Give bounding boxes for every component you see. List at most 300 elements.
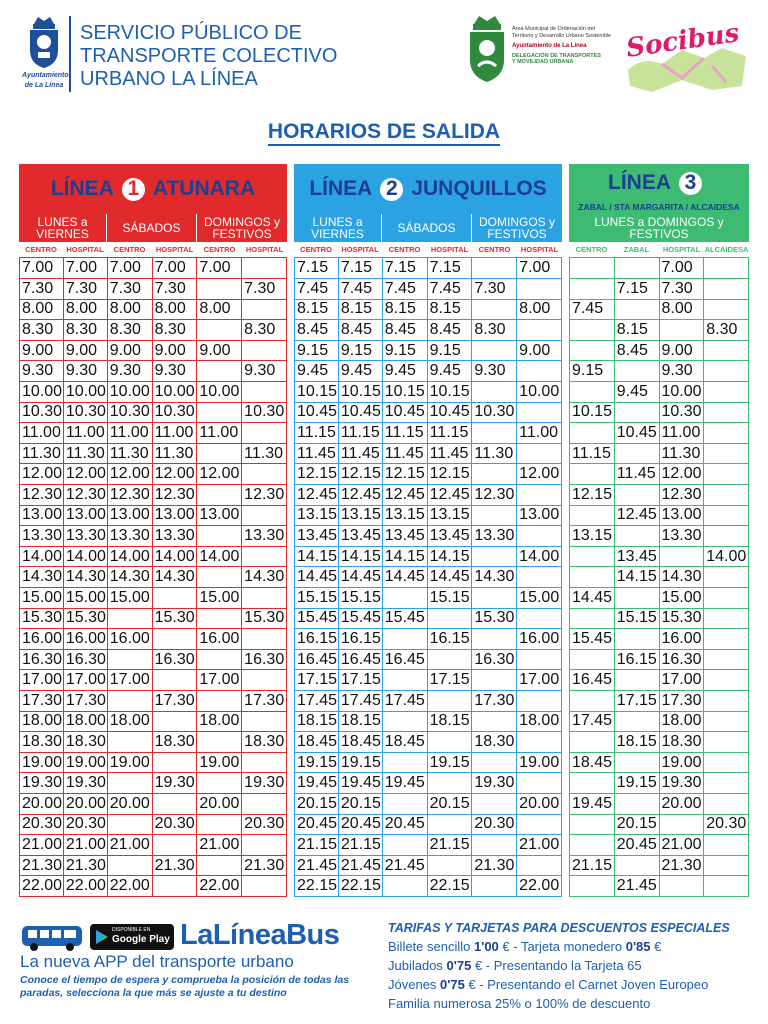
time-cell: 9.00 — [20, 340, 64, 361]
time-cell: 18.00 — [107, 711, 152, 732]
table-row — [20, 732, 287, 753]
table-row — [570, 526, 749, 547]
table-row — [570, 752, 749, 773]
table-row — [570, 464, 749, 485]
time-cell: 10.15 — [427, 382, 472, 403]
stop-header — [19, 242, 287, 258]
time-cell: 9.00 — [63, 340, 107, 361]
time-cell: 10.00 — [152, 382, 197, 403]
time-cell — [242, 299, 287, 320]
timetable — [294, 258, 562, 897]
time-cell — [197, 690, 242, 711]
table-row — [295, 443, 562, 464]
time-cell: 20.30 — [152, 814, 197, 835]
time-cell: 9.30 — [20, 361, 64, 382]
time-cell: 12.15 — [382, 464, 427, 485]
time-cell — [614, 402, 659, 423]
time-cell: 12.30 — [472, 485, 517, 506]
time-cell: 16.00 — [63, 629, 107, 650]
time-cell: 14.00 — [704, 546, 749, 567]
table-row — [20, 443, 287, 464]
service-title — [80, 22, 337, 91]
time-cell: 9.00 — [152, 340, 197, 361]
time-cell: 15.30 — [242, 608, 287, 629]
table-row — [295, 588, 562, 609]
time-cell: 8.15 — [338, 299, 382, 320]
time-cell — [704, 402, 749, 423]
time-cell — [704, 299, 749, 320]
time-cell: 19.00 — [517, 752, 562, 773]
time-cell: 7.15 — [295, 258, 339, 279]
divider — [69, 16, 71, 92]
time-cell: 11.00 — [107, 423, 152, 444]
table-row — [295, 361, 562, 382]
time-cell: 10.45 — [382, 402, 427, 423]
time-cell — [570, 690, 615, 711]
time-cell: 21.45 — [295, 855, 339, 876]
table-row — [20, 464, 287, 485]
time-cell: 14.30 — [107, 567, 152, 588]
table-row — [295, 690, 562, 711]
time-cell: 20.45 — [295, 814, 339, 835]
time-cell: 18.30 — [63, 732, 107, 753]
time-cell: 17.00 — [659, 670, 704, 691]
time-cell: 16.30 — [242, 649, 287, 670]
time-cell: 12.30 — [63, 485, 107, 506]
table-row — [20, 690, 287, 711]
time-cell: 15.45 — [382, 608, 427, 629]
time-cell: 21.00 — [517, 835, 562, 856]
time-cell: 22.00 — [20, 876, 64, 897]
time-cell: 22.00 — [197, 876, 242, 897]
time-cell: 8.15 — [295, 299, 339, 320]
time-cell: 19.00 — [20, 752, 64, 773]
time-cell: 8.30 — [152, 320, 197, 341]
line-word: LÍNEA — [50, 177, 114, 200]
time-cell: 10.30 — [242, 402, 287, 423]
day-group: SÁBADOS — [382, 214, 472, 242]
table-row — [295, 814, 562, 835]
time-cell: 12.45 — [338, 485, 382, 506]
time-cell — [704, 732, 749, 753]
time-cell — [197, 526, 242, 547]
time-cell — [242, 835, 287, 856]
time-cell — [517, 649, 562, 670]
time-cell: 10.30 — [63, 402, 107, 423]
table-row — [570, 835, 749, 856]
stop-label: CENTRO — [575, 245, 608, 254]
time-cell: 17.30 — [659, 690, 704, 711]
time-cell — [382, 629, 427, 650]
time-cell: 11.30 — [107, 443, 152, 464]
table-row — [295, 485, 562, 506]
time-cell: 8.30 — [704, 320, 749, 341]
time-cell: 8.00 — [152, 299, 197, 320]
time-cell: 11.30 — [242, 443, 287, 464]
time-cell — [517, 402, 562, 423]
table-row — [20, 752, 287, 773]
time-cell: 18.45 — [570, 752, 615, 773]
time-cell — [704, 588, 749, 609]
time-cell — [570, 814, 615, 835]
table-row — [295, 258, 562, 279]
time-cell — [704, 773, 749, 794]
time-cell: 14.45 — [427, 567, 472, 588]
table-row — [570, 402, 749, 423]
time-cell — [382, 711, 427, 732]
table-row — [20, 835, 287, 856]
time-cell: 21.15 — [570, 855, 615, 876]
city-crest-logo — [22, 14, 69, 90]
time-cell — [704, 526, 749, 547]
table-row — [295, 567, 562, 588]
time-cell: 12.00 — [659, 464, 704, 485]
time-cell: 11.00 — [659, 423, 704, 444]
table-row — [295, 876, 562, 897]
table-row — [295, 732, 562, 753]
stop-label: CENTRO — [25, 245, 57, 254]
time-cell: 14.00 — [517, 546, 562, 567]
time-cell — [570, 773, 615, 794]
time-cell: 12.00 — [517, 464, 562, 485]
time-cell: 13.45 — [295, 526, 339, 547]
time-cell: 13.00 — [63, 505, 107, 526]
time-cell — [107, 649, 152, 670]
table-row — [20, 773, 287, 794]
day-groups — [19, 214, 287, 242]
time-cell: 9.00 — [197, 340, 242, 361]
time-cell: 19.15 — [295, 752, 339, 773]
store-small-label: DISPONIBLE EN — [112, 927, 151, 933]
table-row — [20, 814, 287, 835]
time-cell — [472, 546, 517, 567]
table-row — [20, 546, 287, 567]
time-cell — [197, 279, 242, 300]
time-cell: 12.15 — [427, 464, 472, 485]
line-2-schedule — [294, 164, 562, 897]
time-cell: 10.30 — [659, 402, 704, 423]
time-cell: 14.00 — [197, 546, 242, 567]
stop-label: HOSPITAL — [245, 245, 284, 254]
time-cell: 22.15 — [338, 876, 382, 897]
table-row — [570, 505, 749, 526]
time-cell: 12.30 — [107, 485, 152, 506]
table-row — [295, 402, 562, 423]
time-cell: 15.45 — [570, 629, 615, 650]
stop-label: CENTRO — [388, 245, 421, 254]
table-row — [570, 649, 749, 670]
crown-crest-icon — [24, 14, 64, 70]
time-cell: 15.30 — [20, 608, 64, 629]
time-cell: 16.30 — [20, 649, 64, 670]
time-cell — [614, 711, 659, 732]
time-cell: 15.00 — [63, 588, 107, 609]
table-row — [570, 855, 749, 876]
time-cell: 7.00 — [197, 258, 242, 279]
time-cell: 8.30 — [107, 320, 152, 341]
time-cell: 7.00 — [20, 258, 64, 279]
time-cell: 15.00 — [517, 588, 562, 609]
time-cell — [704, 485, 749, 506]
time-cell — [107, 814, 152, 835]
table-row — [570, 340, 749, 361]
time-cell — [704, 505, 749, 526]
time-cell: 13.15 — [338, 505, 382, 526]
time-cell: 20.30 — [63, 814, 107, 835]
time-cell — [704, 423, 749, 444]
time-cell: 21.00 — [107, 835, 152, 856]
time-cell — [517, 690, 562, 711]
time-cell: 14.30 — [659, 567, 704, 588]
time-cell: 13.30 — [152, 526, 197, 547]
time-cell: 9.30 — [107, 361, 152, 382]
time-cell: 8.15 — [614, 320, 659, 341]
table-row — [295, 505, 562, 526]
time-cell: 12.30 — [20, 485, 64, 506]
table-row — [570, 546, 749, 567]
app-name: LaLíneaBus — [180, 919, 340, 951]
time-cell — [152, 835, 197, 856]
tariff-text: € - Tarjeta monedero — [498, 939, 626, 954]
time-cell: 12.30 — [152, 485, 197, 506]
time-cell: 10.00 — [20, 382, 64, 403]
time-cell: 8.00 — [63, 299, 107, 320]
time-cell: 20.15 — [338, 793, 382, 814]
time-cell: 16.45 — [570, 670, 615, 691]
line-1-schedule — [19, 164, 287, 897]
time-cell: 21.30 — [242, 855, 287, 876]
line-1-banner — [19, 164, 287, 214]
time-cell: 8.30 — [472, 320, 517, 341]
time-cell: 8.00 — [659, 299, 704, 320]
time-cell: 19.30 — [152, 773, 197, 794]
time-cell — [517, 361, 562, 382]
time-cell: 10.15 — [382, 382, 427, 403]
time-cell: 9.45 — [382, 361, 427, 382]
tariff-text: Billete sencillo — [388, 939, 474, 954]
time-cell — [197, 485, 242, 506]
time-cell: 11.45 — [382, 443, 427, 464]
time-cell — [472, 588, 517, 609]
time-cell: 11.30 — [152, 443, 197, 464]
time-cell — [570, 320, 615, 341]
time-cell: 18.00 — [659, 711, 704, 732]
table-row — [20, 402, 287, 423]
time-cell: 7.15 — [382, 258, 427, 279]
time-cell — [614, 629, 659, 650]
stop-label: HOSPITAL — [155, 245, 194, 254]
time-cell: 13.45 — [338, 526, 382, 547]
line-word: LÍNEA — [309, 177, 373, 200]
time-cell: 18.45 — [338, 732, 382, 753]
time-cell — [517, 443, 562, 464]
table-row — [570, 443, 749, 464]
time-cell — [517, 773, 562, 794]
time-cell — [517, 320, 562, 341]
table-row — [295, 608, 562, 629]
time-cell — [517, 814, 562, 835]
day-group: LUNES a VIERNES — [19, 214, 107, 242]
time-cell — [197, 608, 242, 629]
google-play-button[interactable] — [90, 924, 174, 950]
time-cell: 21.30 — [152, 855, 197, 876]
table-row — [295, 649, 562, 670]
time-cell: 9.00 — [517, 340, 562, 361]
table-row — [20, 793, 287, 814]
time-cell: 8.00 — [517, 299, 562, 320]
timetable — [569, 258, 749, 897]
store-name: Google Play — [112, 934, 170, 945]
time-cell: 8.45 — [427, 320, 472, 341]
stop-label: CENTRO — [203, 245, 236, 254]
time-cell: 7.45 — [427, 279, 472, 300]
time-cell — [570, 464, 615, 485]
time-cell — [472, 711, 517, 732]
table-row — [295, 793, 562, 814]
day-groups — [294, 214, 562, 242]
time-cell — [704, 855, 749, 876]
time-cell: 15.30 — [152, 608, 197, 629]
dept-line: Y MOVILIDAD URBANA — [512, 59, 574, 65]
time-cell: 18.15 — [338, 711, 382, 732]
time-cell: 14.15 — [614, 567, 659, 588]
time-cell — [614, 485, 659, 506]
time-cell: 21.30 — [659, 855, 704, 876]
table-row — [20, 340, 287, 361]
time-cell — [242, 793, 287, 814]
time-cell — [570, 258, 615, 279]
time-cell — [517, 526, 562, 547]
time-cell: 7.30 — [472, 279, 517, 300]
time-cell: 9.00 — [107, 340, 152, 361]
time-cell — [517, 567, 562, 588]
time-cell — [152, 752, 197, 773]
time-cell: 13.00 — [20, 505, 64, 526]
time-cell — [614, 670, 659, 691]
time-cell: 12.15 — [338, 464, 382, 485]
time-cell: 20.00 — [517, 793, 562, 814]
time-cell: 10.45 — [427, 402, 472, 423]
time-cell — [382, 835, 427, 856]
time-cell: 10.00 — [659, 382, 704, 403]
time-cell: 12.45 — [382, 485, 427, 506]
time-cell: 11.00 — [152, 423, 197, 444]
time-cell: 18.45 — [382, 732, 427, 753]
line-2-banner — [294, 164, 562, 214]
time-cell: 13.45 — [382, 526, 427, 547]
dept-line: Área Municipal de Ordenación del — [512, 26, 595, 32]
time-cell: 21.00 — [197, 835, 242, 856]
time-cell: 20.00 — [63, 793, 107, 814]
time-cell: 7.00 — [659, 258, 704, 279]
time-cell: 8.45 — [295, 320, 339, 341]
time-cell: 21.30 — [472, 855, 517, 876]
day-group: DOMINGOS y FESTIVOS — [203, 215, 280, 241]
time-cell: 12.00 — [63, 464, 107, 485]
time-cell: 16.15 — [614, 649, 659, 670]
brand-logo-text: Socibus — [624, 18, 742, 64]
time-cell: 9.30 — [152, 361, 197, 382]
time-cell: 19.00 — [659, 752, 704, 773]
time-cell: 21.00 — [20, 835, 64, 856]
time-cell: 9.15 — [338, 340, 382, 361]
table-row — [20, 423, 287, 444]
table-row — [295, 835, 562, 856]
time-cell: 16.15 — [338, 629, 382, 650]
time-cell: 22.00 — [517, 876, 562, 897]
time-cell: 7.30 — [107, 279, 152, 300]
time-cell: 20.00 — [20, 793, 64, 814]
time-cell: 17.30 — [20, 690, 64, 711]
time-cell: 12.15 — [570, 485, 615, 506]
time-cell — [704, 876, 749, 897]
time-cell — [614, 258, 659, 279]
time-cell: 14.30 — [20, 567, 64, 588]
time-cell: 21.15 — [338, 835, 382, 856]
time-cell — [242, 588, 287, 609]
time-cell — [704, 279, 749, 300]
time-cell — [659, 320, 704, 341]
time-cell: 9.45 — [338, 361, 382, 382]
time-cell: 20.00 — [659, 793, 704, 814]
time-cell — [704, 649, 749, 670]
time-cell — [152, 711, 197, 732]
time-cell: 9.45 — [427, 361, 472, 382]
time-cell — [614, 793, 659, 814]
time-cell: 7.00 — [63, 258, 107, 279]
crest-caption: Ayuntamiento — [22, 72, 69, 79]
table-row — [570, 258, 749, 279]
table-row — [295, 546, 562, 567]
time-cell: 9.15 — [382, 340, 427, 361]
time-cell: 8.30 — [63, 320, 107, 341]
time-cell: 18.15 — [614, 732, 659, 753]
time-cell: 20.30 — [242, 814, 287, 835]
time-cell: 13.15 — [570, 526, 615, 547]
page-title — [0, 120, 768, 144]
time-cell: 12.00 — [152, 464, 197, 485]
time-cell: 14.30 — [242, 567, 287, 588]
time-cell: 10.45 — [295, 402, 339, 423]
time-cell: 16.15 — [427, 629, 472, 650]
stop-label: CENTRO — [113, 245, 146, 254]
table-row — [295, 423, 562, 444]
tariffs-title: TARIFAS Y TARJETAS PARA DESCUENTOS ESPECIALES — [388, 921, 730, 935]
time-cell — [242, 464, 287, 485]
table-row — [295, 752, 562, 773]
stop-label: ZABAL — [623, 245, 650, 254]
time-cell: 7.30 — [63, 279, 107, 300]
time-cell: 17.30 — [472, 690, 517, 711]
day-group: DOMINGOS y FESTIVOS — [478, 215, 555, 241]
tariff-line — [388, 937, 758, 956]
service-title-line: TRANSPORTE COLECTIVO — [80, 45, 338, 67]
time-cell: 10.00 — [517, 382, 562, 403]
time-cell: 11.30 — [472, 443, 517, 464]
time-cell: 18.00 — [20, 711, 64, 732]
table-row — [570, 773, 749, 794]
time-cell — [472, 670, 517, 691]
table-row — [570, 361, 749, 382]
time-cell — [704, 608, 749, 629]
table-row — [570, 732, 749, 753]
time-cell: 19.00 — [63, 752, 107, 773]
tariff-price: 1'00 — [474, 939, 499, 954]
municipal-shield-icon — [466, 14, 508, 84]
time-cell: 11.30 — [20, 443, 64, 464]
time-cell: 21.45 — [614, 876, 659, 897]
time-cell — [704, 361, 749, 382]
